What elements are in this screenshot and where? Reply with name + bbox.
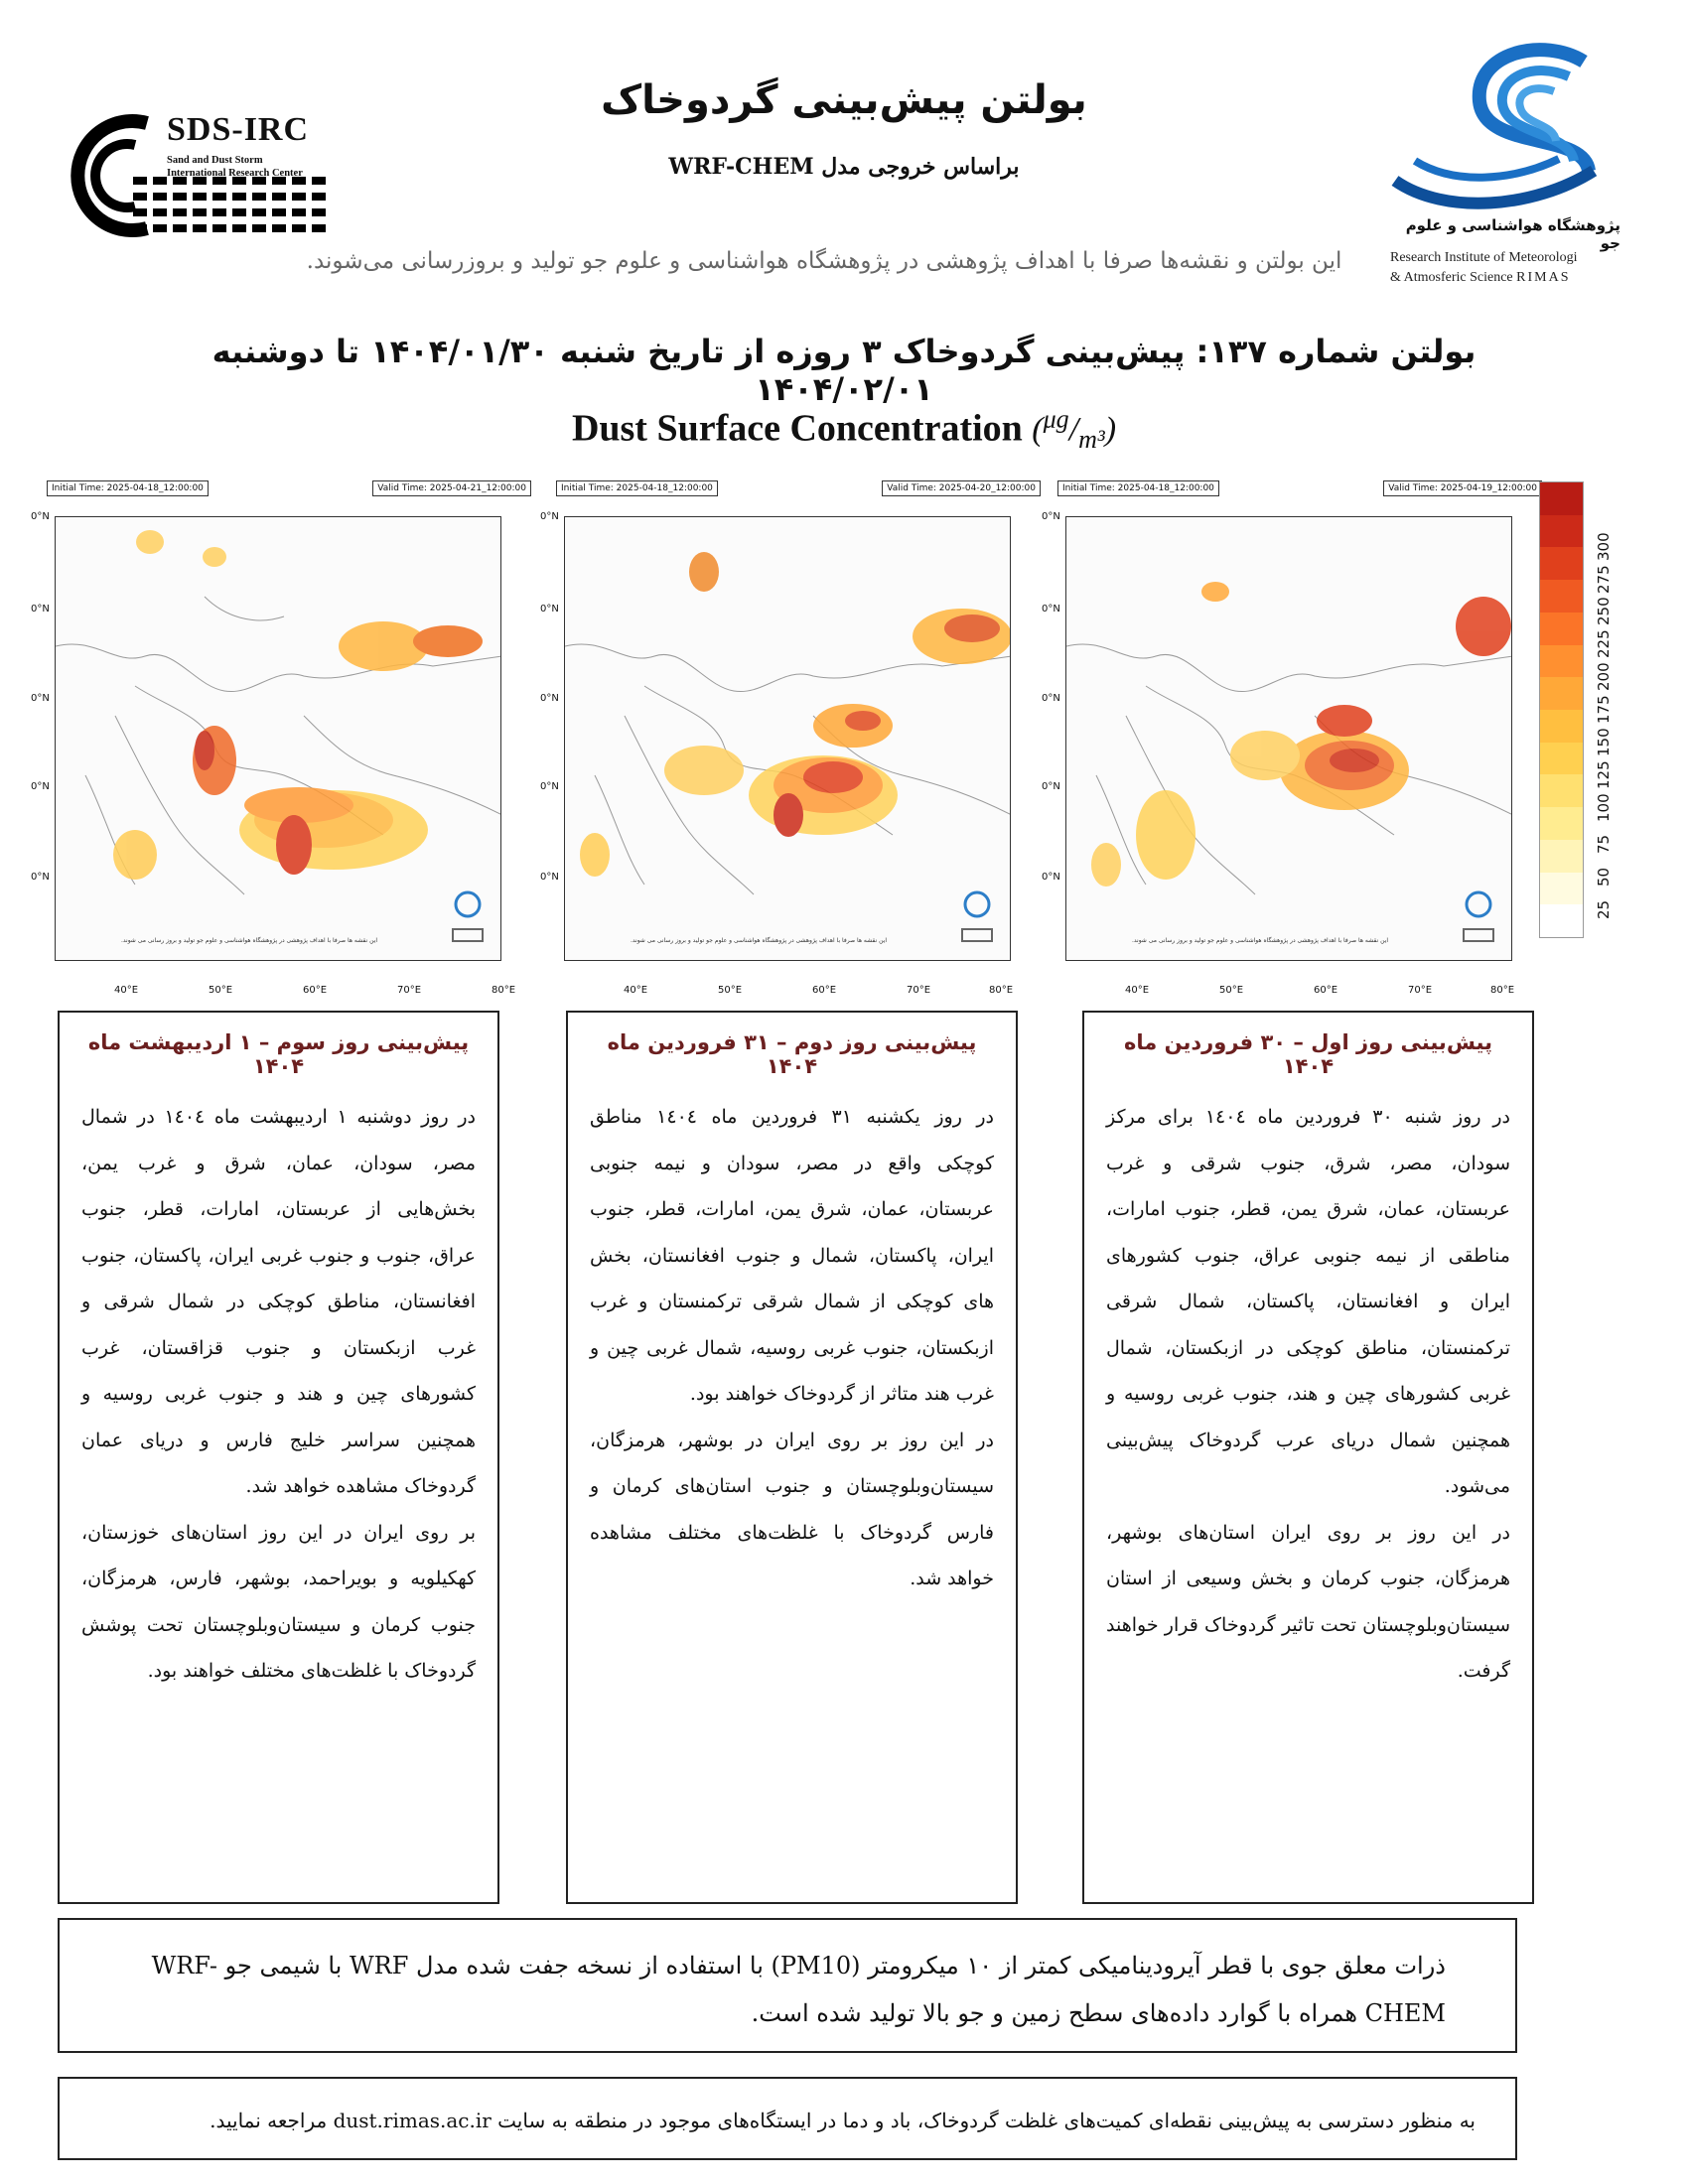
- map-day1: [1042, 478, 1537, 1005]
- map-area: [55, 516, 501, 961]
- lon-label: 80°E: [1489, 985, 1515, 996]
- lon-label: 70°E: [396, 985, 422, 996]
- map-valid-time: Valid Time: 2025-04-21_12:00:00: [372, 480, 531, 496]
- colorbar-swatch: [1540, 677, 1583, 710]
- lat-label: 0°N: [31, 872, 50, 883]
- forecast-day3-box: [58, 1011, 499, 1904]
- website-note-text: به منظور دسترسی به پیش‌بینی نقطه‌ای کمیت‌های غلظت گردوخاک، باد و دما در ایستگاه‌های موجود در منطقه به سایت dust.rimas.ac.ir مراجعه نمایید.: [210, 2109, 1476, 2132]
- model-note-box: [58, 1918, 1517, 2053]
- sds-irc-line1: Sand and Dust Storm: [167, 155, 263, 166]
- lat-label: 0°N: [31, 693, 50, 704]
- map-area: [1065, 516, 1512, 961]
- rimas-abbr: RIMAS: [1516, 270, 1571, 285]
- map-note: این نقشه ها صرفا با اهداف پژوهشی در پژوهشگاه هواشناسی و علوم جو تولید و بروز رسانی می شوند.: [120, 937, 378, 944]
- colorbar-swatch: [1540, 580, 1583, 613]
- dust-map-image: [565, 517, 1011, 961]
- lon-label: 50°E: [208, 985, 233, 996]
- colorbar-swatch: [1540, 774, 1583, 807]
- disclaimer: این بولتن و نقشه‌ها صرفا با اهداف پژوهشی در پژوهشگاه هواشناسی و علوم جو تولید و بروزرسانی می‌شوند.: [306, 248, 1342, 274]
- forecast-day1-box: [1082, 1011, 1534, 1904]
- colorbar-swatch: [1540, 645, 1583, 678]
- forecast-day1-text: در روز شنبه ۳۰ فروردین ماه ۱٤۰٤ برای مرکز سودان، مصر، شرق، جنوب شرقی و غرب عربستان، عمان، شرق یمن، قطر، جنوب امارات، مناطقی از نیمه جنوبی عراق، جنوب کشورهای ایران و افغانستان، پاکستان، شمال شرقی ترکمنستان، مناطق کوچکی در ازبکستان، شمال غربی کشورهای چین و هند، جنوب غربی روسیه و همچنین شمال دریای عرب گردوخاک پیش‌بینی می‌شود.: [1106, 1106, 1511, 1497]
- colorbar-swatch: [1540, 840, 1583, 873]
- forecast-day2-box: [566, 1011, 1018, 1904]
- page-title: بولتن پیش‌بینی گردوخاک: [601, 77, 1087, 123]
- colorbar-swatch: [1540, 873, 1583, 905]
- lon-label: 60°E: [302, 985, 328, 996]
- colorbar-tick-label: 250: [1595, 597, 1613, 626]
- map-note: این نقشه ها صرفا با اهداف پژوهشی در پژوهشگاه هواشناسی و علوم جو تولید و بروز رسانی می شوند.: [630, 937, 888, 944]
- dust-map-image: [1066, 517, 1512, 961]
- lat-label: 0°N: [31, 781, 50, 792]
- forecast-day1-iran-text: در این روز بر روی ایران استان‌های بوشهر، هرمزگان، جنوب کرمان و بخش وسیعی از استان سیستان‌وبلوچستان تحت تاثیر گردوخاک قرار خواهند گرفت.: [1106, 1521, 1510, 1682]
- sds-irc-line2: International Research Center: [167, 168, 303, 179]
- map-initial-time: Initial Time: 2025-04-18_12:00:00: [1057, 480, 1219, 496]
- colorbar-tick-label: 150: [1595, 728, 1613, 756]
- map-day2: [540, 478, 1036, 1005]
- map-day3: [31, 478, 526, 1005]
- lat-label: 0°N: [540, 781, 559, 792]
- colorbar-tick-label: 100: [1595, 792, 1613, 822]
- map-title: [417, 405, 1271, 455]
- lat-label: 0°N: [540, 511, 559, 522]
- colorbar: [1539, 481, 1584, 938]
- lat-label: 0°N: [1042, 781, 1060, 792]
- colorbar-tick-label: 200: [1595, 662, 1613, 692]
- lon-label: 40°E: [113, 985, 139, 996]
- lat-label: 0°N: [1042, 604, 1060, 614]
- lon-label: 80°E: [988, 985, 1014, 996]
- lon-label: 50°E: [1218, 985, 1244, 996]
- map-title-text: Dust Surface Concentration: [571, 407, 1023, 450]
- colorbar-tick-label: 175: [1595, 695, 1613, 724]
- page-subtitle: براساس خروجی مدل WRF-CHEM: [668, 154, 1020, 180]
- forecast-day2-text: در روز یکشنبه ۳۱ فروردین ماه ۱٤۰٤ مناطق کوچکی واقع در مصر، سودان و نیمه جنوبی عربستان، عمان، شرق یمن، امارات، قطر، جنوب ایران، پاکستان، شمال و جنوب افغانستان، بخش های کوچکی از شمال شرقی ترکمنستان و غرب ازبکستان، جنوب غربی روسیه، شمال غربی چین و غرب هند متاثر از گردوخاک خواهند بود.: [590, 1106, 994, 1405]
- colorbar-swatch: [1540, 613, 1583, 645]
- lat-label: 0°N: [540, 872, 559, 883]
- dust-map-image: [56, 517, 501, 961]
- sds-irc-description: [167, 154, 303, 180]
- lat-label: 0°N: [31, 511, 50, 522]
- lon-label: 40°E: [1124, 985, 1150, 996]
- lon-label: 60°E: [1313, 985, 1338, 996]
- lat-label: 0°N: [1042, 693, 1060, 704]
- colorbar-tick-label: 300: [1595, 532, 1613, 561]
- forecast-day2-iran-text: در این روز بر روی ایران در بوشهر، هرمزگان، سیستان‌وبلوچستان و جنوب استان‌های کرمان و فارس گردوخاک با غلظت‌های مختلف مشاهده خواهد شد.: [590, 1429, 994, 1589]
- map-initial-time: Initial Time: 2025-04-18_12:00:00: [47, 480, 209, 496]
- colorbar-swatch: [1540, 807, 1583, 840]
- colorbar-swatch: [1540, 547, 1583, 580]
- rimas-en-line2: & Atmosferic Science: [1390, 270, 1513, 285]
- map-valid-time: Valid Time: 2025-04-19_12:00:00: [1383, 480, 1542, 496]
- rimas-emblem-icon: [1385, 42, 1623, 210]
- bulletin-title: بولتن شماره ۱۳۷: پیش‌بینی گردوخاک ۳ روزه از تاریخ شنبه ۱۴۰۴/۰۱/۳۰ تا دوشنبه ۱۴۰۴/۰۲/۰۱: [211, 333, 1477, 408]
- lon-label: 80°E: [491, 985, 516, 996]
- colorbar-tick-label: 75: [1595, 835, 1613, 855]
- lon-label: 40°E: [623, 985, 648, 996]
- lat-label: 0°N: [540, 693, 559, 704]
- colorbar-tick-label: 25: [1595, 900, 1613, 920]
- forecast-day3-title: پیش‌بینی روز سوم – ۱ اردیبهشت ماه ۱۴۰۴: [87, 1030, 470, 1078]
- unit-numerator: μg: [1043, 405, 1069, 434]
- lon-label: 60°E: [811, 985, 837, 996]
- colorbar-swatch: [1540, 515, 1583, 548]
- lon-label: 70°E: [1407, 985, 1433, 996]
- lat-label: 0°N: [1042, 511, 1060, 522]
- unit-denominator: m³: [1078, 425, 1105, 455]
- colorbar-tick-label: 275: [1595, 564, 1613, 594]
- rimas-en-line1: Research Institute of Meteorologi: [1390, 250, 1578, 265]
- colorbar-swatch: [1540, 904, 1583, 937]
- lat-label: 0°N: [31, 604, 50, 614]
- colorbar-tick-label: 225: [1595, 629, 1613, 659]
- forecast-day2-title: پیش‌بینی روز دوم – ۳۱ فروردین ماه ۱۴۰۴: [607, 1030, 977, 1078]
- colorbar-tick-label: 50: [1595, 868, 1613, 887]
- lon-label: 70°E: [906, 985, 931, 996]
- map-area: [564, 516, 1011, 961]
- lat-label: 0°N: [1042, 872, 1060, 883]
- map-note: این نقشه ها صرفا با اهداف پژوهشی در پژوهشگاه هواشناسی و علوم جو تولید و بروز رسانی می شوند.: [1131, 937, 1389, 944]
- map-valid-time: Valid Time: 2025-04-20_12:00:00: [882, 480, 1041, 496]
- colorbar-swatch: [1540, 710, 1583, 743]
- forecast-day1-title: پیش‌بینی روز اول – ۳۰ فروردین ماه ۱۴۰۴: [1124, 1030, 1492, 1078]
- rimas-name-fa: پژوهشگاه هواشناسی و علوم جو: [1405, 216, 1620, 252]
- map-title-unit: $(^{\mu g}/_{m^3})$: [1032, 405, 1117, 455]
- colorbar-swatch: [1540, 743, 1583, 775]
- forecast-day3-iran-text: بر روی ایران در این روز استان‌های خوزستان، کهکیلویه و بویراحمد، بوشهر، فارس، هرمزگان، جنوب کرمان و سیستان‌وبلوچستان تحت پوشش گردوخاک با غلظت‌های مختلف خواهند بود.: [81, 1521, 476, 1682]
- colorbar-swatch: [1540, 482, 1583, 515]
- sds-irc-name: SDS-IRC: [167, 111, 310, 148]
- lat-label: 0°N: [540, 604, 559, 614]
- website-note-box: [58, 2077, 1517, 2160]
- colorbar-tick-label: 125: [1595, 760, 1613, 789]
- model-note-text: ذرات معلق جوی با قطر آیرودینامیکی کمتر از ۱۰ میکرومتر (PM10) با استفاده از نسخه جفت شده مدل WRF با شیمی جو WRF-CHEM همراه با گوارد داده‌های سطح زمین و جو بالا تولید شده است.: [151, 1952, 1446, 2027]
- lon-label: 50°E: [717, 985, 743, 996]
- rimas-name-en: [1390, 248, 1620, 288]
- map-initial-time: Initial Time: 2025-04-18_12:00:00: [556, 480, 718, 496]
- forecast-day3-text: در روز دوشنبه ۱ اردیبهشت ماه ۱٤۰٤ در شمال مصر، سودان، عمان، شرق و غرب یمن، بخش‌هایی از عربستان، امارات، قطر، جنوب عراق، جنوب و جنوب غربی ایران، پاکستان، جنوب افغانستان، مناطق کوچکی در شمال شرقی و غرب ازبکستان و جنوب قزاقستان، غرب کشورهای چین و هند و جنوب غربی روسیه و همچنین سراسر خلیج فارس و دریای عمان گردوخاک مشاهده خواهد شد.: [81, 1106, 476, 1497]
